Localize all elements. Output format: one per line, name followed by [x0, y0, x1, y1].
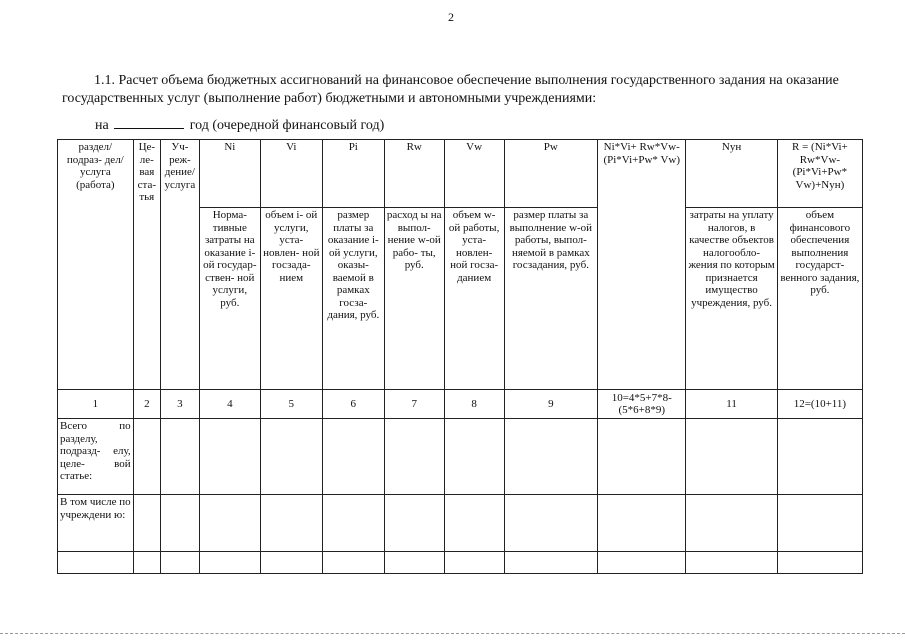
- page-number: 2: [448, 10, 454, 24]
- col-number: 8: [444, 390, 504, 419]
- table-cell: [598, 419, 686, 495]
- table-cell: [322, 552, 384, 574]
- desc-nun: затраты на уплату налогов, в качестве объектов налогообло- жения по которым признается имущество учреждения, руб.: [686, 208, 777, 390]
- desc-rw: расход ы на выпол- нение w-ой рабо- ты, руб.: [384, 208, 444, 390]
- page-bottom-divider: [0, 633, 905, 634]
- row-label-institution: В том числе по учреждени ю:: [58, 495, 134, 552]
- table-cell: [777, 552, 862, 574]
- header-section: раздел/ подраз- дел/услуга (работа): [58, 140, 134, 390]
- table-cell: [322, 495, 384, 552]
- table-cell: [133, 419, 160, 495]
- table-cell: [322, 419, 384, 495]
- table-cell: [598, 495, 686, 552]
- col-number: 11: [686, 390, 777, 419]
- table-cell: [777, 495, 862, 552]
- table-cell: [686, 495, 777, 552]
- header-formula: Ni*Vi+ Rw*Vw- (Pi*Vi+Pw* Vw): [598, 140, 686, 390]
- table-cell: [384, 419, 444, 495]
- table-cell: [384, 495, 444, 552]
- empty-row: [58, 552, 863, 574]
- year-prefix: на: [95, 118, 109, 133]
- col-number: 3: [160, 390, 199, 419]
- table-cell: [160, 419, 199, 495]
- table-cell: [260, 419, 322, 495]
- desc-pw: размер платы за выполнение w-ой работы, выпол- няемой в рамках госзадания, руб.: [504, 208, 598, 390]
- calculation-table: [57, 139, 863, 574]
- year-line: [95, 116, 384, 134]
- header-institution: Уч- реж- дение/ услуга: [160, 140, 199, 390]
- col-number-formula: 10=4*5+7*8- (5*6+8*9): [598, 390, 686, 419]
- desc-r: объем финансового обеспечения выполнения государст- венного задания, руб.: [777, 208, 862, 390]
- table-cell: [199, 419, 260, 495]
- header-row: [58, 140, 863, 208]
- table-cell: [260, 552, 322, 574]
- col-number: 5: [260, 390, 322, 419]
- table-cell: [777, 419, 862, 495]
- section-heading: 1.1. Расчет объема бюджетных ассигнований на финансовое обеспечение выполнения государственного задания на оказание государственных услуг (выполнение работ) бюджетными и автономными учреждениями:: [62, 73, 839, 106]
- header-r-formula: R = (Ni*Vi+ Rw*Vw- (Pi*Vi+Pw* Vw)+Nун): [777, 140, 862, 208]
- table-cell: [133, 495, 160, 552]
- institution-row: [58, 495, 863, 552]
- header-pw: Pw: [504, 140, 598, 208]
- col-number: 1: [58, 390, 134, 419]
- header-vi: Vi: [260, 140, 322, 208]
- year-suffix: год (очередной финансовый год): [189, 118, 385, 133]
- year-blank-field: [114, 116, 184, 129]
- col-number: 6: [322, 390, 384, 419]
- table-cell: [444, 495, 504, 552]
- col-number: 4: [199, 390, 260, 419]
- header-target-article: Це- ле- вая ста- тья: [133, 140, 160, 390]
- col-number: 9: [504, 390, 598, 419]
- table-cell: [199, 495, 260, 552]
- table-cell: [58, 552, 134, 574]
- desc-pi: размер платы за оказание i-ой услуги, оказы- ваемой в рамках госза- дания, руб.: [322, 208, 384, 390]
- table-cell: [504, 419, 598, 495]
- column-number-row: [58, 390, 863, 419]
- header-vw: Vw: [444, 140, 504, 208]
- col-number-formula: 12=(10+11): [777, 390, 862, 419]
- col-number: 7: [384, 390, 444, 419]
- table-cell: [686, 552, 777, 574]
- table-cell: [598, 552, 686, 574]
- header-ni: Ni: [199, 140, 260, 208]
- col-number: 2: [133, 390, 160, 419]
- table-cell: [504, 552, 598, 574]
- table-cell: [160, 552, 199, 574]
- table-cell: [444, 419, 504, 495]
- desc-vi: объем i- ой услуги, уста- новлен- ной госзада- нием: [260, 208, 322, 390]
- desc-ni: Норма- тивные затраты на оказание i- ой государ- ствен- ной услуги, руб.: [199, 208, 260, 390]
- table-cell: [384, 552, 444, 574]
- table-cell: [260, 495, 322, 552]
- table-cell: [504, 495, 598, 552]
- header-pi: Pi: [322, 140, 384, 208]
- total-row: [58, 419, 863, 495]
- table-cell: [199, 552, 260, 574]
- table-cell: [133, 552, 160, 574]
- row-label-total: Всего по разделу, подразд- елу, целе- вой статье:: [58, 419, 134, 495]
- header-rw: Rw: [384, 140, 444, 208]
- table-cell: [686, 419, 777, 495]
- table-cell: [160, 495, 199, 552]
- desc-vw: объем w- ой работы, уста- новлен- ной госза- данием: [444, 208, 504, 390]
- header-nun: Nун: [686, 140, 777, 208]
- table-cell: [444, 552, 504, 574]
